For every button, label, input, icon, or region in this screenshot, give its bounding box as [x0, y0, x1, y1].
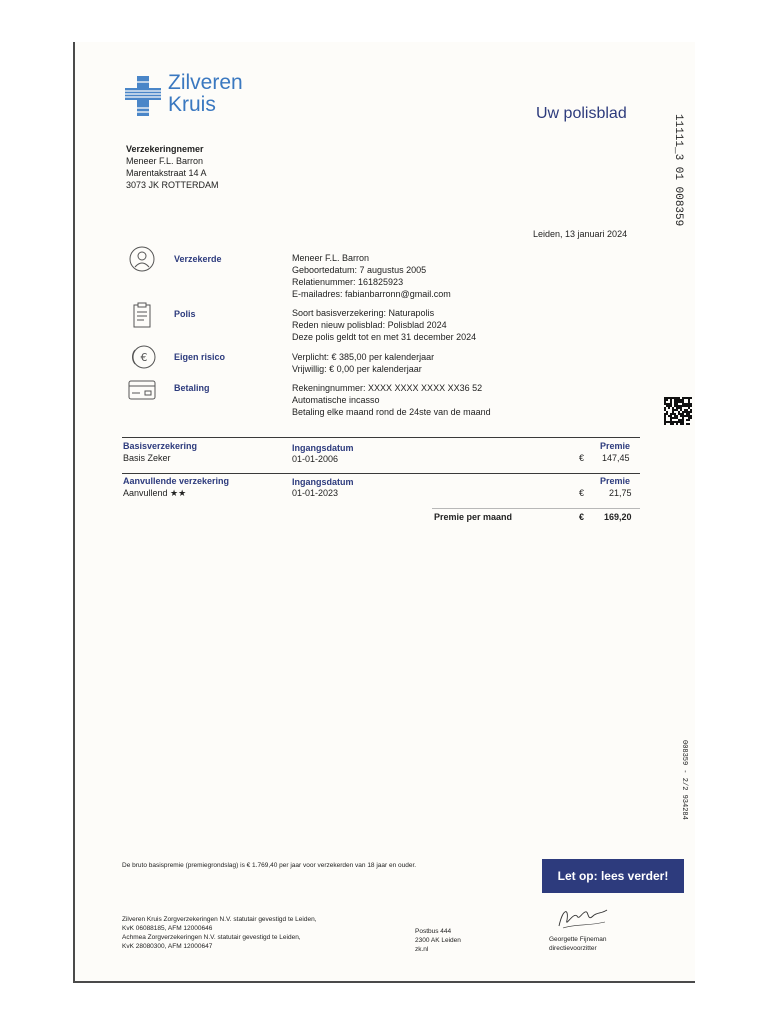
- policyholder-heading: Verzekeringnemer: [126, 144, 204, 154]
- total-divider: [432, 508, 640, 509]
- verzekerde-line: Meneer F.L. Barron: [292, 253, 370, 263]
- bank-card-icon: [128, 380, 156, 405]
- table-divider: [122, 437, 640, 438]
- person-icon: [129, 246, 155, 277]
- qr-code-icon: [664, 397, 692, 430]
- betaling-line: Rekeningnummer: XXXX XXXX XXXX XX36 52: [292, 383, 483, 393]
- policyholder-city: 3073 JK ROTTERDAM: [126, 180, 219, 190]
- total-amount: 169,20: [604, 512, 632, 522]
- clipboard-icon: [133, 302, 151, 333]
- section-label-verzekerde: Verzekerde: [174, 254, 222, 264]
- betaling-line: Betaling elke maand rond de 24ste van de maand: [292, 407, 491, 417]
- section-label-polis: Polis: [174, 309, 196, 319]
- read-more-button[interactable]: Let op: lees verder!: [542, 859, 684, 893]
- table-divider: [122, 473, 640, 474]
- verzekerde-line: Relatienummer: 161825923: [292, 277, 404, 287]
- footer-company-line: KvK 28080300, AFM 12000647: [122, 943, 213, 950]
- signatory-name: Georgette Fijneman: [549, 936, 607, 943]
- footer-company-line: Zilveren Kruis Zorgverzekeringen N.V. statutair gevestigd te Leiden,: [122, 916, 317, 923]
- polis-line: Deze polis geldt tot en met 31 december 2024: [292, 332, 477, 342]
- row-date-label: Ingangsdatum: [292, 443, 354, 453]
- row-currency: €: [579, 453, 585, 463]
- row-date-label: Ingangsdatum: [292, 477, 354, 487]
- signature-icon: [555, 904, 611, 937]
- zilveren-kruis-logo-icon: [123, 72, 163, 125]
- row-product: Aanvullend ★★: [123, 488, 187, 498]
- brand-name-line1: Zilveren: [168, 71, 243, 94]
- polis-line: Soort basisverzekering: Naturapolis: [292, 308, 435, 318]
- row-premium-label: Premie: [600, 476, 631, 486]
- svg-text:€: €: [140, 351, 148, 364]
- row-currency: €: [579, 488, 585, 498]
- signatory-title: directievoorzitter: [549, 945, 597, 952]
- verzekerde-line: E-mailadres: fabianbarronn@gmail.com: [292, 289, 451, 299]
- eigen-risico-line: Verplicht: € 385,00 per kalenderjaar: [292, 352, 435, 362]
- euro-coin-icon: [129, 344, 157, 375]
- brand-name-line2: Kruis: [168, 93, 216, 116]
- date-line: Leiden, 13 januari 2024: [533, 229, 628, 239]
- section-label-eigen-risico: Eigen risico: [174, 352, 226, 362]
- row-date: 01-01-2023: [292, 488, 339, 498]
- row-amount: 21,75: [609, 488, 632, 498]
- row-category: Basisverzekering: [123, 441, 198, 451]
- margin-code-top: 11111_3 01 008359: [672, 114, 684, 227]
- footer-company-line: KvK 06088185, AFM 12000646: [122, 925, 213, 932]
- footer-address-line: zk.nl: [415, 946, 429, 953]
- policy-document: [73, 42, 695, 983]
- policyholder-street: Marentakstraat 14 A: [126, 168, 207, 178]
- footer-company-line: Achmea Zorgverzekeringen N.V. statutair gevestigd te Leiden,: [122, 934, 301, 941]
- row-product: Basis Zeker: [123, 453, 171, 463]
- betaling-line: Automatische incasso: [292, 395, 380, 405]
- row-date: 01-01-2006: [292, 454, 339, 464]
- policyholder-name: Meneer F.L. Barron: [126, 156, 204, 166]
- verzekerde-line: Geboortedatum: 7 augustus 2005: [292, 265, 427, 275]
- total-label: Premie per maand: [434, 512, 513, 522]
- total-currency: €: [579, 512, 585, 522]
- footer-address-line: 2300 AK Leiden: [415, 937, 461, 944]
- footnote: De bruto basispremie (premiegrondslag) is € 1.769,40 per jaar voor verzekerden van 18 jaar en ouder.: [122, 862, 417, 869]
- section-label-betaling: Betaling: [174, 383, 210, 393]
- document-title: Uw polisblad: [536, 105, 627, 122]
- polis-line: Reden nieuw polisblad: Polisblad 2024: [292, 320, 447, 330]
- row-amount: 147,45: [602, 453, 630, 463]
- eigen-risico-line: Vrijwillig: € 0,00 per kalenderjaar: [292, 364, 422, 374]
- footer-address-line: Postbus 444: [415, 928, 452, 935]
- margin-code-bottom: 008359 - 2/2 934284: [680, 740, 688, 820]
- row-premium-label: Premie: [600, 441, 631, 451]
- row-category: Aanvullende verzekering: [123, 476, 230, 486]
